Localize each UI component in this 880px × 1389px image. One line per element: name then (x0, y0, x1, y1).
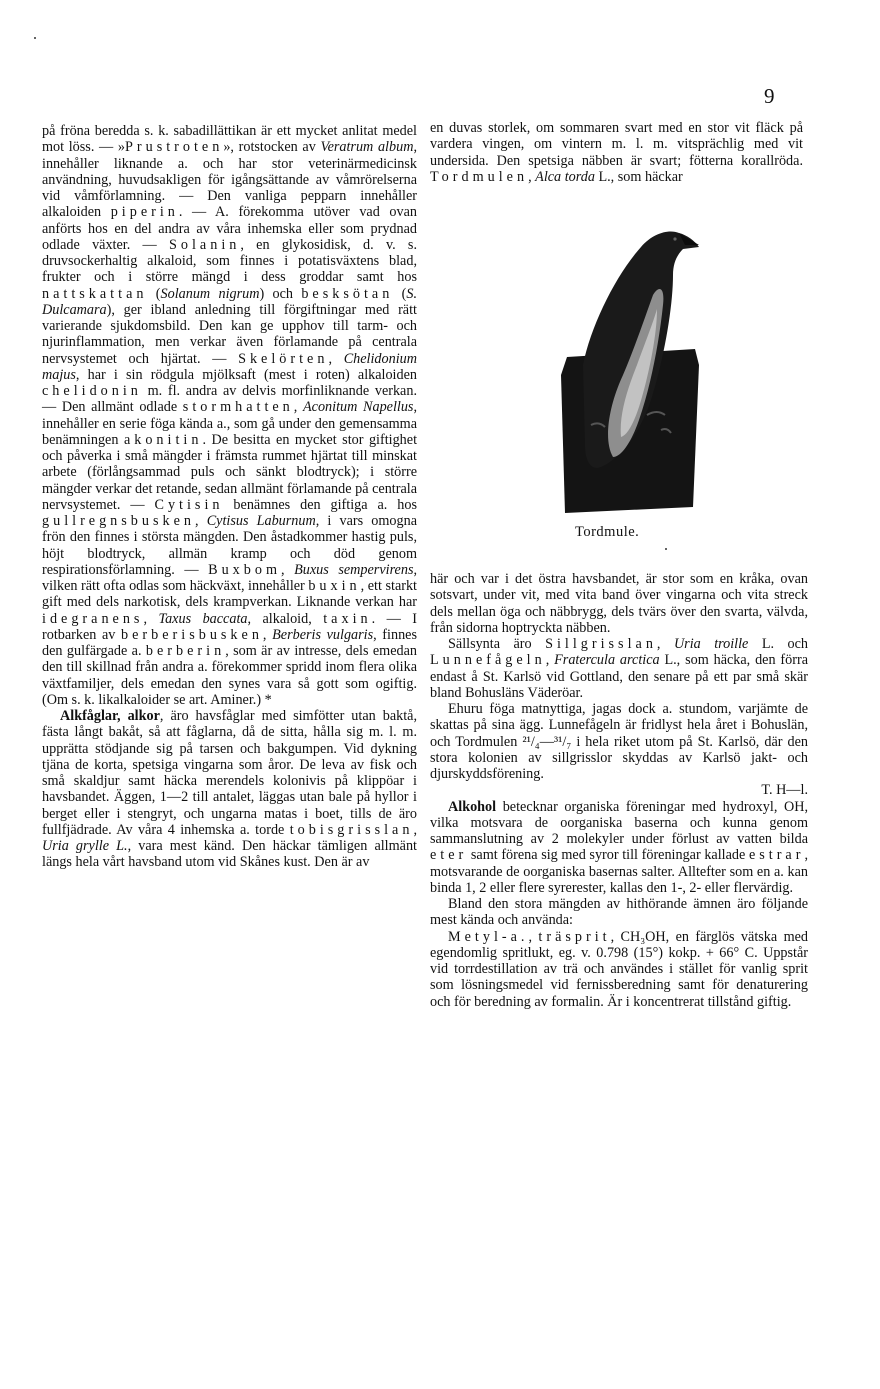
text-run: Alca torda (535, 168, 595, 185)
text-run: berberisbusken (121, 626, 263, 643)
text-run: , en glykosidisk, d. v. s. druvsockerhaltig alkaloid, som finnes i potatisväxtens blad, frukter och i större mängd i dess groddar samt hos (42, 236, 418, 286)
text-run: chelidonin (42, 383, 142, 399)
bird-eye (673, 237, 676, 240)
text-run: , CH₃OH, en färglös vätska med egendomlig spritlukt, eg. v. 0.798 (15°) kokp. + 66° C. Uppstår vid torrdestillation av trä och användes i stället för vanlig sprit som lösningsmedel vid fernissberedning samt för denaturering och för beredning av formalin. Är i koncentrerat tillstånd giftig. (430, 928, 808, 1010)
right-column-bottom (430, 571, 808, 1010)
left-column (42, 123, 417, 871)
text-run: Lunnefågeln (430, 652, 546, 669)
text-run: Ehuru föga matnyttiga, jagas dock a. stundom, varjämte de skattas på sina ägg. Lunnefågeln är fridlyst hela året i Bohuslän, och Tordmulen ²¹/₄—³¹/₇ i hela riket utom på St. Karlsö, där den stora kolonien av sillgrisslor skyddas av Karlsö jakt- och djurskyddsförening. (430, 701, 808, 782)
paragraph-alkaloids (42, 123, 417, 708)
text-run: L., som häckar (594, 168, 683, 185)
text-run: , (528, 928, 539, 945)
text-run: här och var i det östra havsbandet, är stor som en kråka, ovan sotsvart, under vit, med vita band över vingarna och vita streck dels mellan öga och näbbrygg, dels tvärs över den svarta, välvda, från sidorna hoptryckta näbben. (430, 571, 808, 636)
text-run: Solanum nigrum (160, 285, 260, 302)
text-run: Uria troille (673, 636, 749, 652)
text-run: , vilken rätt ofta odlas som häckväxt, innehåller (42, 561, 418, 594)
text-run: buxin (308, 578, 361, 594)
text-run: Berberis vulgaris (272, 626, 374, 643)
text-run: Prustroten (125, 139, 224, 156)
text-run: , (413, 821, 417, 838)
text-run: , (293, 399, 303, 416)
text-run: ) och (259, 285, 302, 302)
text-run: piperin (110, 204, 179, 221)
text-run: på fröna beredda s. k. sabadillättikan är ett mycket anlitat medel mot löss. — » (42, 123, 417, 156)
text-run: betecknar organiska föreningar med hydroxyl, OH, vilka motsvara de oorganiska baserna och kunna genom sammanslutning av 2 molekyler under förlust av vatten bilda (430, 798, 808, 847)
text-run: Aconitum Napellus (302, 399, 414, 416)
text-run: Cytisus Laburnum (206, 513, 316, 529)
text-run: , (328, 350, 344, 367)
text-run: , (280, 561, 295, 578)
text-run: eter (430, 847, 468, 864)
stray-dot (665, 548, 667, 550)
text-run: , som är av intresse, dels emedan den till skillnad från andra a. förekommer spridd inom flera olika växtfamiljer, dels emedan den synes vara så gott som ogiftig. (Om s. k. likalkaloider se art. Aminer.) * (42, 643, 417, 708)
text-run: », rotstocken av (223, 139, 321, 156)
author-signature: T. H—l. (761, 782, 808, 799)
text-run: träsprit (538, 928, 611, 945)
text-run: besksötan (301, 285, 394, 302)
text-run: Fratercula arctica (554, 652, 660, 669)
text-run: Metyl-a. (448, 928, 529, 945)
text-run: stormhatten (182, 399, 294, 416)
text-run: , (528, 168, 536, 185)
text-run: , innehåller en serie föga kända a., som gå under den gemensamma benämningen (42, 399, 417, 448)
text-run: en duvas storlek, om sommaren svart med en stor vit fläck på vardera vingen, om vintern m. l. m. vitsprächlig med vit undersida. Den spetsiga näbben är svart; fötterna korallröda. (430, 120, 803, 169)
text-run: Sällsynta äro (448, 636, 546, 652)
text-run: Sillgrisslan (545, 636, 657, 652)
paragraph-bird-continued (430, 571, 808, 636)
text-run: L. och (748, 636, 808, 652)
stray-dot (34, 37, 36, 39)
text-run: taxin (323, 610, 372, 627)
text-run: gullregnsbusken (42, 513, 195, 529)
text-run: berberin (145, 643, 226, 659)
text-run: , (195, 513, 207, 529)
text-run: Bland den stora mängden av hithörande ämnen äro följande mest kända och använda: (430, 896, 808, 929)
paragraph-bland (430, 896, 808, 929)
text-run: idegranens (42, 610, 144, 627)
text-run: , i vars omogna frön den finnes i största mängden. Den åstadkommer hastig puls, höjt blodtryck, allmän kramp och död genom respirationsförlamning. — (42, 513, 417, 578)
razorbill-figure (561, 225, 701, 517)
text-run: m. fl. andra av delvis morfinliknande verkan. — Den allmänt odlade (42, 383, 417, 416)
text-run: benämnes den giftiga a. hos (223, 496, 417, 513)
text-run: , ett starkt gift med dels narkotisk, dels krampverkan. Liknande verkan har (42, 578, 417, 611)
text-run: , vara mest känd. Den häckar tämligen allmänt längs hela vårt havsband utom vid Skånes kust. Den är av (42, 838, 417, 871)
text-run: ( (393, 285, 407, 302)
paragraph-ehuru (430, 701, 808, 782)
razorbill-image (561, 225, 701, 517)
text-run: , (262, 626, 273, 643)
text-run: nattskattan (42, 285, 148, 302)
paragraph-alkfaglar (42, 708, 417, 871)
text-run: . — I rotbarken av (42, 610, 418, 643)
figure-caption: Tordmule. (575, 524, 640, 540)
text-run: , (656, 636, 674, 652)
text-run: ( (147, 285, 161, 302)
text-run: estrar (748, 847, 805, 864)
text-run: , alkaloid, (247, 610, 324, 627)
text-run: , motsvarande de oorganiska basernas salter. Alltefter som en a. kan binda 1, 2 eller flere syrerester, kallas den 1-, 2- eller flervärdig. (430, 847, 808, 896)
page-number: 9 (764, 84, 775, 108)
paragraph-alkohol (430, 799, 808, 897)
right-column-top (430, 120, 803, 185)
text-run: Tordmulen (430, 168, 529, 185)
text-run: , innehåller liknande a. och har stor veterinärmedicinsk användning, huvudsakligen för igångsättande av våmrörelserna vid våmförlamning. — Den vanliga pepparn innehåller alkaloiden (42, 139, 417, 221)
text-run: , (545, 652, 555, 669)
text-run: ), ger ibland anledning till förgiftningar med rätt varierande sjukdomsbild. Den kan ge upphov till tarm- och njurinflammation, men verkar även förlamande på centrala nervsystemet och hjärtat. — (42, 301, 417, 367)
text-run: Chelidonium majus (42, 350, 417, 383)
text-run: Taxus baccata (158, 610, 248, 627)
text-run: Alkfåglar, alkor (60, 708, 160, 724)
text-run: , äro havsfåglar med simfötter utan baktå, fästa långt bakåt, så att fåglarna, då de sitta, hålla sig m. l. m. upprätta stödjande sig på tarsen och bakgumpen. Vid dykning tjäna de korta, spetsiga vingarna som åror. De leva av fisk och små skaldjur samt häcka merendels kolonivis på klippöar i havsbandet. Äggen, 1—2 till antalet, läggas utan bale på hyllor i berget eller i stengryt, och ungarna matas i boet, tills de äro fullfjädrade. Av våra 4 inhemska a. torde (42, 708, 417, 838)
text-run: . — A. förekomma utöver vad ovan anförts hos en del andra av våra inhemska eller som prydnad odlade växter. — (42, 204, 417, 253)
text-run: Buxbom (208, 561, 281, 578)
text-run: Veratrum album (320, 139, 414, 156)
paragraph-metyl (430, 929, 808, 1010)
text-run: Alkohol (448, 798, 497, 815)
text-run: S. Dulcamara (42, 285, 417, 318)
text-run: , (143, 610, 159, 627)
text-run: , finnes den gulfärgade a. (42, 626, 417, 659)
text-run: Uria grylle L. (42, 838, 128, 854)
text-run: akonitin (123, 431, 203, 448)
text-run: , har i sin rödgula mjölksaft (mest i roten) alkaloiden (75, 366, 417, 383)
text-run: Solanin (169, 236, 241, 253)
text-run: Buxus sempervirens (294, 561, 414, 578)
text-run: . De besitta en mycket stor giftighet och påverka i små mängder i främsta rummet hjärtat till minskat arbete (förlångsammad puls och sänkt blodtryck); i större mängder verkar det retande, sedan allmänt förlamande på centrala nervsystemet. — (42, 431, 418, 513)
text-run: L., som häcka, den förra endast å St. Karlsö vid Gottland, den senare på ett par små skär bland Bohusläns Väderöar. (430, 652, 808, 701)
text-run: Cytisin (154, 496, 224, 513)
paragraph-bird-description (430, 120, 803, 185)
text-run: samt förena sig med syror till föreningar kallade (467, 847, 749, 864)
paragraph-sallsynta (430, 636, 808, 701)
text-run: Skelörten (238, 350, 329, 367)
text-run: tobisgrisslan (289, 821, 414, 838)
